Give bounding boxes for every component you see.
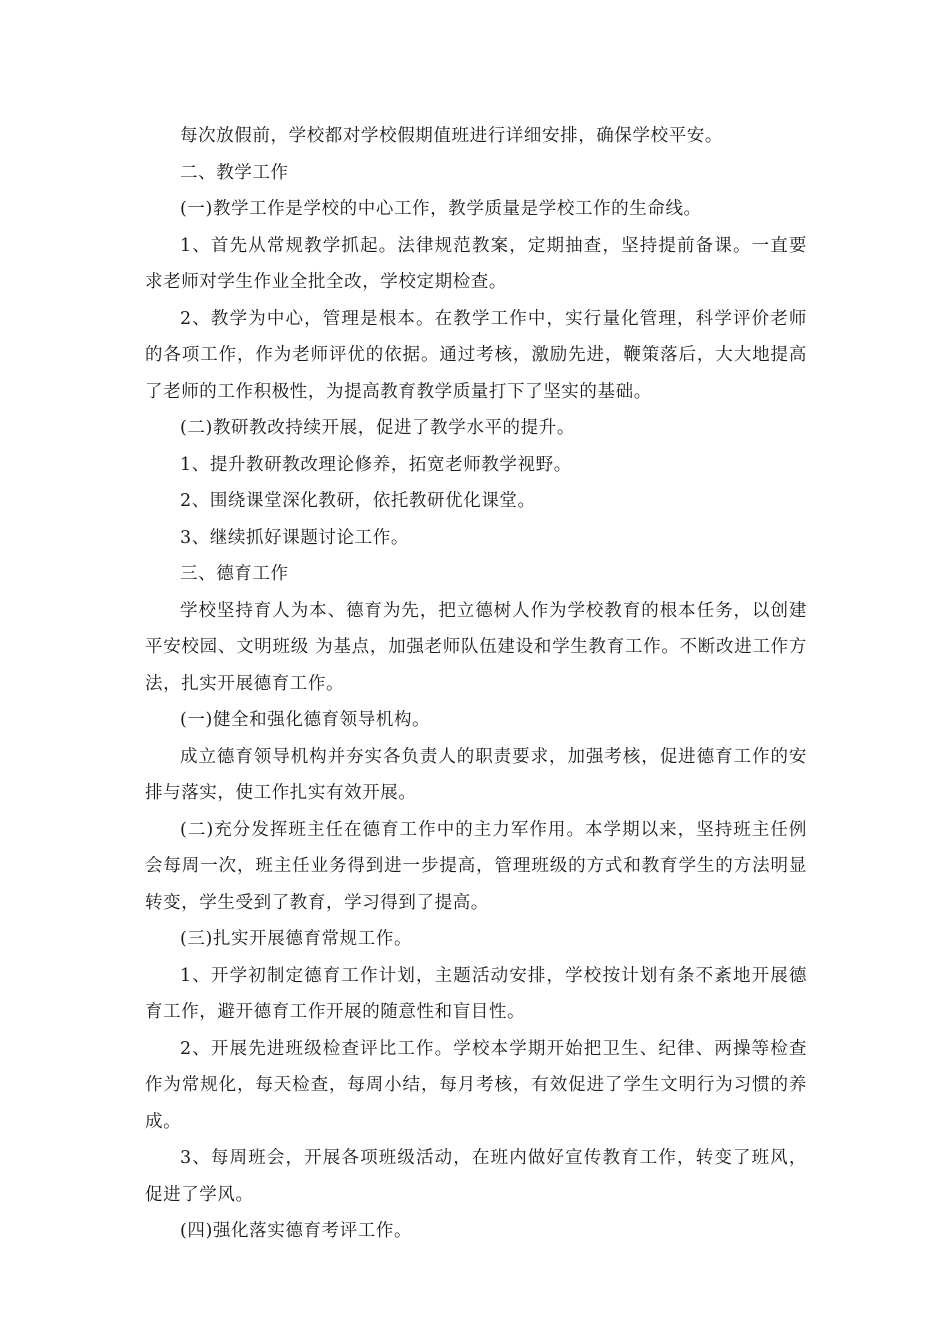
subheading-moral-assessment: (四)强化落实德育考评工作。: [180, 1221, 413, 1241]
document-body: [145, 118, 807, 1250]
paragraph-class-teacher-role: (二)充分发挥班主任在德育工作中的主力军作用。本学期以来，坚持班主任例会每周一次，班主任业务得到进一步提高，管理班级的方式和教育学生的方法明显转变，学生受到了教育，学习得到了提高。: [145, 819, 807, 913]
heading-moral-education: 三、德育工作: [180, 564, 289, 584]
paragraph-leadership-structure: 成立德育领导机构并夯实各负责人的职责要求，加强考核，促进德育工作的安排与落实，使工作扎实有效开展。: [145, 746, 807, 803]
list-item-classroom-research: 2、围绕课堂深化教研，依托教研优化课堂。: [180, 491, 536, 511]
subheading-routine-moral-work: (三)扎实开展德育常规工作。: [180, 929, 413, 949]
heading-teaching-work: 二、教学工作: [180, 162, 289, 183]
paragraph-routine-teaching: 1、首先从常规教学抓起。法律规范教案，定期抽查，坚持提前备课。一直要求老师对学生作业全批全改，学校定期检查。: [145, 235, 807, 292]
paragraph-management: 2、教学为中心，管理是根本。在教学工作中，实行量化管理，科学评价老师的各项工作，作为老师评优的依据。通过考核，激励先进，鞭策落后，大大地提高了老师的工作积极性，为提高教育教学质量打下了坚实的基础。: [145, 308, 807, 402]
subheading-leadership-structure: (一)健全和强化德育领导机构。: [180, 710, 431, 730]
paragraph-moral-education-intro: 学校坚持育人为本、德育为先，把立德树人作为学校教育的根本任务，以创建 平安校园、文明班级 为基点，加强老师队伍建设和学生教育工作。不断改进工作方法，扎实开展德育工作。: [145, 600, 807, 694]
list-item-class-evaluation: 2、开展先进班级检查评比工作。学校本学期开始把卫生、纪律、两操等检查作为常规化，每天检查，每周小结，每月考核，有效促进了学生文明行为习惯的养成。: [145, 1038, 807, 1132]
list-item-work-plan: 1、开学初制定德育工作计划，主题活动安排，学校按计划有条不紊地开展德育工作，避开德育工作开展的随意性和盲目性。: [145, 965, 807, 1022]
subheading-teaching-center: (一)教学工作是学校的中心工作，教学质量是学校工作的生命线。: [180, 199, 702, 219]
list-item-research-theory: 1、提升教研教改理论修养，拓宽老师教学视野。: [180, 454, 572, 475]
subheading-research-reform: (二)教研教改持续开展，促进了教学水平的提升。: [180, 418, 575, 438]
list-item-topic-discussion: 3、继续抓好课题讨论工作。: [180, 527, 409, 548]
paragraph-holiday-duty: 每次放假前，学校都对学校假期值班进行详细安排，确保学校平安。: [180, 126, 723, 146]
list-item-weekly-class-meeting: 3、每周班会，开展各项班级活动，在班内做好宣传教育工作，转变了班风，促进了学风。: [145, 1148, 807, 1205]
